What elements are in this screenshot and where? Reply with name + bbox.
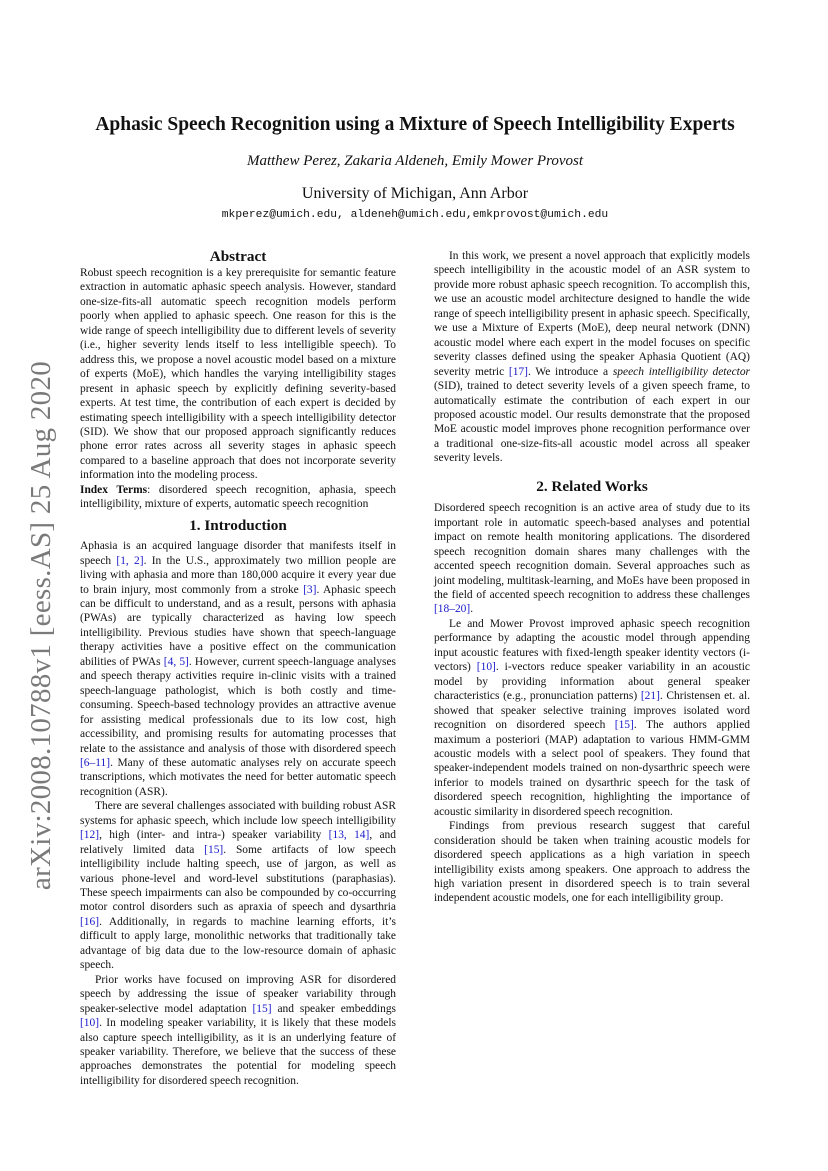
citation-link[interactable]: [10] [476,661,496,674]
intro-paragraph-2: There are several challenges associated with building robust ASR systems for aphasic speech, which include low speech intelligibility [12], high (inter- and intra-) speaker variability [13, 14], and relatively limited data [15]. Some artifacts of low speech intelligibility include halting speech, use of jargon, as well as various phone-level and word-level substitutions (paraphasias). These speech impairments can also be compounded by co-occurring motor control disorders such as apraxia of speech and dysarthria [16]. Additionally, in regards to machine learning efforts, it’s difficult to apply large, monolithic networks that traditionally take advantage of big data due to the low-resource domain of aphasic speech. [80,800,396,972]
citation-link[interactable]: [6–11] [80,756,111,769]
left-column [80,250,396,1088]
citation-link[interactable]: [12] [80,829,100,842]
emphasis-term: speech intelligibility detector [612,365,750,378]
citation-link[interactable]: [15] [204,843,224,856]
citation-link[interactable]: [17] [508,365,528,378]
citation-link[interactable]: [13, 14] [328,829,370,842]
citation-link[interactable]: [21] [640,690,660,703]
related-paragraph-2: Le and Mower Provost improved aphasic speech recognition performance by adapting the acoustic model through appending input acoustic features with fixed-length speaker identity vectors (i-vectors) [10]. i-vectors reduce speaker variability in an acoustic model by providing information about general speaker characteristics (e.g., pronunciation patterns) [21]. Christensen et. al. showed that speaker selective training improves isolated word recognition on disordered speech [15]. The authors applied maximum a posteriori (MAP) adaptation to various HMM-GMM acoustic models with a select pool of speakers. They found that speaker-independent models trained on non-dysarthric speech were inferior to models trained on dysarthric speech for the task of disordered speech recognition, highlighting the importance of acoustic similarity in disordered speech recognition. [434,617,750,818]
citation-link[interactable]: [4, 5] [163,655,189,668]
arxiv-sidebar-identifier [22,355,62,895]
intro-paragraph-1: Aphasia is an acquired language disorder that manifests itself in speech [1, 2]. In the U.S., approximately two million people are living with aphasia and more than 180,000 acquire it every year due to brain injury, most commonly from a stroke [3]. Aphasic speech can be difficult to understand, and as a result, persons with aphasia (PWAs) are typically characterized as having low speech intelligibility. Previous studies have shown that speech-language therapy activities have a positive effect on the communication abilities of PWAs [4, 5]. However, current speech-language analyses and speech therapy activities require in-clinic visits with a trained speech-language pathologist, which is both costly and time-consuming. Speech-based technology provides an attractive avenue for assisting medical professionals due to its low cost, high accessibility, and promising results for automating processes that relate to the assistance and analysis of those with disordered speech [6–11]. Many of these automatic analyses rely on accurate speech transcriptions, which motivates the need for better automatic speech recognition (ASR). [80,540,397,798]
related-paragraph-1: Disordered speech recognition is an active area of study due to its important role in automatic speech-based analyses and potential impact on remote health monitoring applications. The disordered speech recognition domain shares many challenges with the accented speech recognition domain. Several approaches such as joint modeling, multitask-learning, and MoEs have been proposed in the field of accented speech recognition to address these challenges [18–20]. [434,502,750,616]
citation-link[interactable]: [18–20] [434,603,471,616]
introduction-heading: 1. Introduction [189,516,287,534]
arxiv-id-text: arXiv:2008.10788v1 [eess.AS] 25 Aug 2020 [25,360,58,890]
citation-link[interactable]: [15] [252,1002,272,1015]
index-terms-label: Index Terms [80,483,148,496]
citation-link[interactable]: [15] [614,719,634,732]
related-works-heading: 2. Related Works [536,477,648,495]
abstract-text: Robust speech recognition is a key prerequisite for semantic feature extraction in automatic aphasic speech analysis. However, standard one-size-fits-all automatic speech recognition models perform poorly when applied to aphasic speech. One reason for this is the wide range of speech intelligibility due to different levels of severity (i.e., higher severity lends itself to less intelligible speech). To address this, we propose a novel acoustic model based on a mixture of experts (MoE), which handles the varying intelligibility stages present in aphasic speech by explicitly defining severity-based experts. At test time, the contribution of each expert is decided by estimating speech intelligibility with a speech intelligibility detector (SID). We show that our proposed approach significantly reduces phone error rates across all severity stages in aphasic speech compared to a baseline approach that does not incorporate severity information into the modeling process. [80,267,396,482]
related-paragraph-3: Findings from previous research suggest that careful consideration should be taken when training acoustic models for disordered speech applications as a high variation in speech intelligibility exists among speakers. One approach to address the high variation present in disordered speech is to train several independent acoustic models, one for each intelligibility group. [434,820,750,905]
intro-paragraph-4: In this work, we present a novel approach that explicitly models speech intelligibility in the acoustic model of an ASR system to provide more robust aphasic speech recognition. To accomplish this, we use an acoustic model architecture designed to handle the wide range of speech intelligibility present in aphasic speech. Specifically, we use a Mixture of Experts (MoE), deep neural network (DNN) acoustic model where each expert in the model focuses on specific severity classes defined using the speaker Aphasia Quotient (AQ) severity metric [17]. We introduce a speech intelligibility detector (SID), trained to detect severity levels of a given speech frame, to automatically estimate the contribution of each expert in our proposed acoustic model. Our results demonstrate that the proposed MoE acoustic model improves phone recognition performance over a traditional one-size-fits-all acoustic model across all speaker severity levels. [434,250,750,465]
citation-link[interactable]: [3] [303,583,317,596]
index-terms: Index Terms: disordered speech recognition, aphasia, speech intelligibility, mixture of experts, automatic speech recognition [80,483,396,511]
author-list: Matthew Perez, Zakaria Aldeneh, Emily Mower Provost [246,153,584,169]
citation-link[interactable]: [16] [80,915,100,928]
citation-link[interactable]: [10] [80,1017,100,1030]
citation-link[interactable]: [1, 2] [116,554,144,567]
author-emails: mkperez@umich.edu, aldeneh@umich.edu,emkprovost@umich.edu [221,209,609,221]
abstract-heading: Abstract [209,248,267,265]
paper-title: Aphasic Speech Recognition using a Mixture of Speech Intelligibility Experts [95,114,735,135]
affiliation: University of Michigan, Ann Arbor [301,185,529,202]
intro-paragraph-3-start: Prior works have focused on improving ASR for disordered speech by addressing the issue of speaker variability through speaker-selective model adaptation [15] and speaker embeddings [10]. In modeling speaker variability, it is likely that these models also capture speech intelligibility, as it is an underlying feature of speaker variability. Therefore, we believe that the success of these approaches demonstrates the potential for modeling speech intelligibility for disordered speech recognition. [80,973,396,1087]
right-column [434,249,750,906]
